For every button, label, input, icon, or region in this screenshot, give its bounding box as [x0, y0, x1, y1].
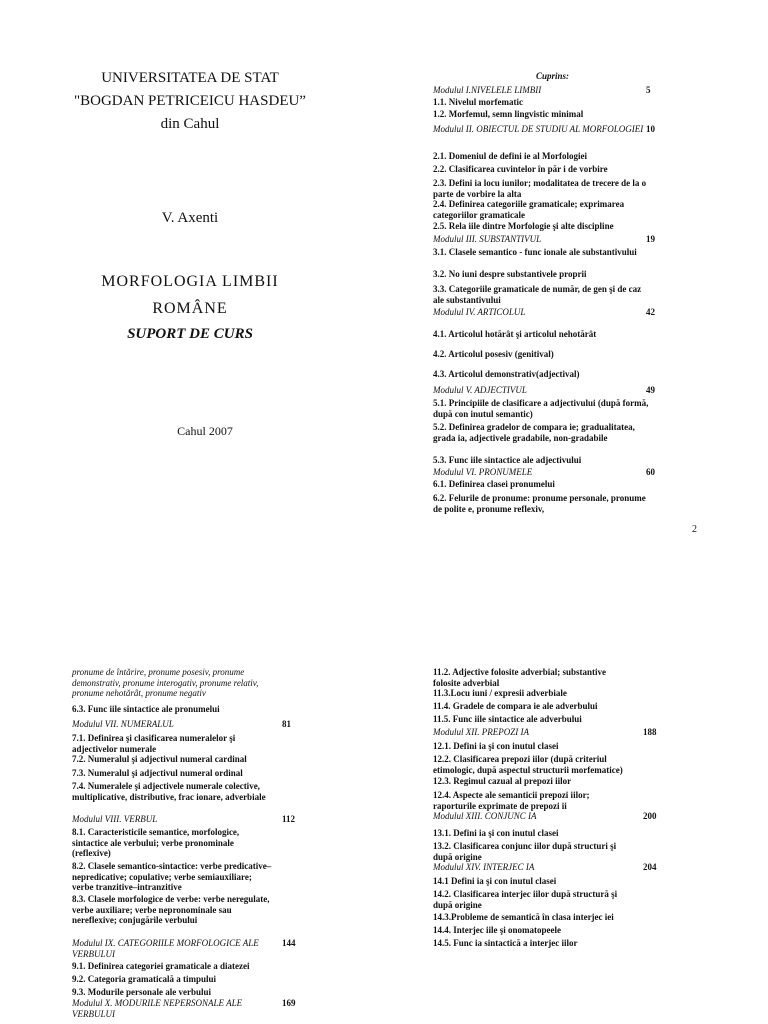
toc-entry: 2.4. Definirea categoriile gramaticale; exprimarea categoriilor gramaticale	[433, 199, 625, 220]
toc-module-title: Modulul XII. PREPOZI IA	[433, 727, 529, 737]
toc-entry: 11.3.Locu iuni / expresii adverbiale	[433, 688, 567, 698]
toc-module-title: Modulul VII. NUMERALUL	[72, 719, 174, 729]
toc-module-title: Modulul I.NIVELELE LIMBII	[433, 85, 542, 95]
toc-entry: 7.4. Numeralele şi adjectivele numerale colective, multiplicative, distributive, frac ionare, adverbiale	[72, 781, 266, 802]
author: V. Axenti	[161, 210, 219, 226]
toc-entry: 14.5. Func ia sintactică a interjec iilor	[433, 938, 578, 948]
toc-entry: 9.2. Categoria gramaticală a timpului	[72, 974, 216, 984]
university-name	[60, 67, 320, 136]
university-city: din Cahul	[160, 116, 220, 132]
toc-entry: 12.1. Defini ia şi con inutul clasei	[433, 741, 559, 751]
toc-page-number: 10	[646, 124, 655, 134]
toc-entry: 14.1 Defini ia şi con inutul clasei	[433, 876, 557, 886]
toc-entry: 7.3. Numeralul şi adjectivul numeral ordinal	[72, 768, 243, 778]
toc-entry: 13.1. Defini ia şi con inutul clasei	[433, 828, 559, 838]
toc-page-number: 144	[282, 938, 296, 948]
toc-entry: 12.2. Clasificarea prepozi iilor (după criteriul etimologic, după aspectul structurii morfematice)	[433, 754, 623, 775]
toc-entry: 3.3. Categoriile gramaticale de număr, de gen şi de caz ale substantivului	[433, 284, 642, 305]
toc-entry: 2.1. Domeniul de defini ie al Morfologiei	[433, 151, 587, 161]
toc-entry: 11.5. Func iile sintactice ale adverbului	[433, 714, 582, 724]
toc-module-title: Modulul III. SUBSTANTIVUL	[433, 234, 542, 244]
toc-module-title: Modulul V. ADJECTIVUL	[433, 385, 527, 395]
toc-entry: 7.2. Numeralul şi adjectivul numeral cardinal	[72, 754, 247, 764]
place-year: Cahul 2007	[177, 424, 233, 438]
toc-entry: 2.3. Defini ia locu iunilor; modalitatea de trecere de la o parte de vorbire la alta	[433, 178, 647, 199]
toc-module-title: Modulul X. MODURILE NEPERSONALE ALE VERBULUI	[72, 998, 243, 1019]
toc-entry: 11.2. Adjective folosite adverbial; substantive folosite adverbial	[433, 667, 606, 688]
university-line: UNIVERSITATEA DE STAT	[101, 70, 279, 86]
toc-page-number: 188	[643, 727, 657, 737]
toc-entry: 1.1. Nivelul morfematic	[433, 97, 523, 107]
toc-entry: 9.3. Modurile personale ale verbului	[72, 987, 211, 997]
toc-page-number: 200	[643, 811, 657, 821]
toc-entry: 12.3. Regimul cazual al prepozi iilor	[433, 776, 572, 786]
toc-entry: 14.4. Interjec iile şi onomatopeele	[433, 925, 561, 935]
toc-entry: 6.1. Definirea clasei pronumelui	[433, 479, 555, 489]
toc-page-number: 169	[282, 998, 296, 1008]
toc-entry: 7.1. Definirea şi clasificarea numeralelor şi adjectivelor numerale	[72, 733, 236, 754]
toc-entry: 11.4. Gradele de compara ie ale adverbului	[433, 701, 598, 711]
toc-entry: 8.3. Clasele morfologice de verbe: verbe neregulate, verbe auxiliare; verbe nepronominale sau nereflexive; conjugările verbului	[72, 894, 270, 925]
toc-entry: 14.2. Clasificarea interjec iilor după structură şi după origine	[433, 889, 618, 910]
toc-entry: 4.2. Articolul posesiv (genitival)	[433, 349, 554, 359]
toc-entry: 14.3.Probleme de semantică în clasa interjec iei	[433, 912, 614, 922]
book-subtitle: SUPORT DE CURS	[127, 326, 253, 342]
toc-page-number: 204	[643, 862, 657, 872]
toc-page-number: 5	[646, 85, 651, 95]
toc-page-number: 42	[646, 307, 655, 317]
toc-entry: pronume de întărire, pronume posesiv, pronume demonstrativ, pronume interogativ, pronume relativ, pronume nehotărât, pronume negativ	[72, 667, 259, 698]
toc-entry: 6.3. Func iile sintactice ale pronumelui	[72, 704, 220, 714]
toc-entry: 1.2. Morfemul, semn lingvistic minimal	[433, 109, 584, 119]
toc-entry: 5.1. Principiile de clasificare a adjectivului (după formă, după con inutul semantic)	[433, 398, 649, 419]
toc-entry: 9.1. Definirea categoriei gramaticale a diatezei	[72, 961, 250, 971]
toc-entry: 4.1. Articolul hotărât şi articolul nehotărât	[433, 329, 597, 339]
toc-entry: 3.2. No iuni despre substantivele proprii	[433, 269, 587, 279]
toc-entry: 2.2. Clasificarea cuvintelor în păr i de vorbire	[433, 164, 608, 174]
toc-page-number: 60	[646, 467, 655, 477]
toc-module-title: Modulul VIII. VERBUL	[72, 814, 158, 824]
book-title-line2: ROMÂNE	[152, 300, 228, 317]
toc-entry: 13.2. Clasificarea conjunc iilor după structuri şi după origine	[433, 841, 617, 862]
toc-entry: 6.2. Felurile de pronume: pronume personale, pronume de polite e, pronume reflexiv,	[433, 493, 646, 514]
toc-module-title: Modulul VI. PRONUMELE	[433, 467, 533, 477]
toc-module-title: Modulul XIII. CONJUNC IA	[433, 811, 537, 821]
toc-page-number: 49	[646, 385, 655, 395]
page-number: 2	[692, 524, 697, 535]
toc-module-title: Modulul XIV. INTERJEC IA	[433, 862, 535, 872]
toc-page-number: 112	[282, 814, 296, 824]
toc-page-number: 19	[646, 234, 655, 244]
toc-entry: 8.2. Clasele semantico-sintactice: verbe predicative–nepredicative; copulative; verbe semiauxiliare; verbe tranzitive–intranzitive	[72, 861, 272, 892]
toc-entry: 3.1. Clasele semantico - func ionale ale substantivului	[433, 247, 637, 257]
toc-entry: 5.3. Func iile sintactice ale adjectivului	[433, 455, 582, 465]
book-title	[60, 268, 320, 322]
book-title-line1: MORFOLOGIA LIMBII	[101, 273, 279, 290]
toc-heading: Cuprins:	[536, 71, 570, 81]
toc-entry: 12.4. Aspecte ale semanticii prepozi iilor; raporturile exprimate de prepozi ii	[433, 790, 590, 811]
toc-page-number: 81	[282, 719, 291, 729]
toc-entry: 5.2. Definirea gradelor de compara ie; gradualitatea, grada ia, adjectivele gradabile, non-gradabile	[433, 422, 635, 443]
toc-entry: 8.1. Caracteristicile semantice, morfologice, sintactice ale verbului; verbe pronominale (reflexive)	[72, 827, 240, 858]
university-namesake: "BOGDAN PETRICEICU HASDEU”	[74, 93, 306, 109]
toc-module-title: Modulul IV. ARTICOLUL	[433, 307, 526, 317]
toc-module-title: Modulul II. OBIECTUL DE STUDIU AL MORFOLOGIEI	[433, 124, 644, 134]
toc-module-title: Modulul IX. CATEGORIILE MORFOLOGICE ALE VERBULUI	[72, 938, 259, 959]
toc-entry: 2.5. Rela iile dintre Morfologie şi alte discipline	[433, 221, 614, 231]
toc-entry: 4.3. Articolul demonstrativ(adjectival)	[433, 369, 580, 379]
